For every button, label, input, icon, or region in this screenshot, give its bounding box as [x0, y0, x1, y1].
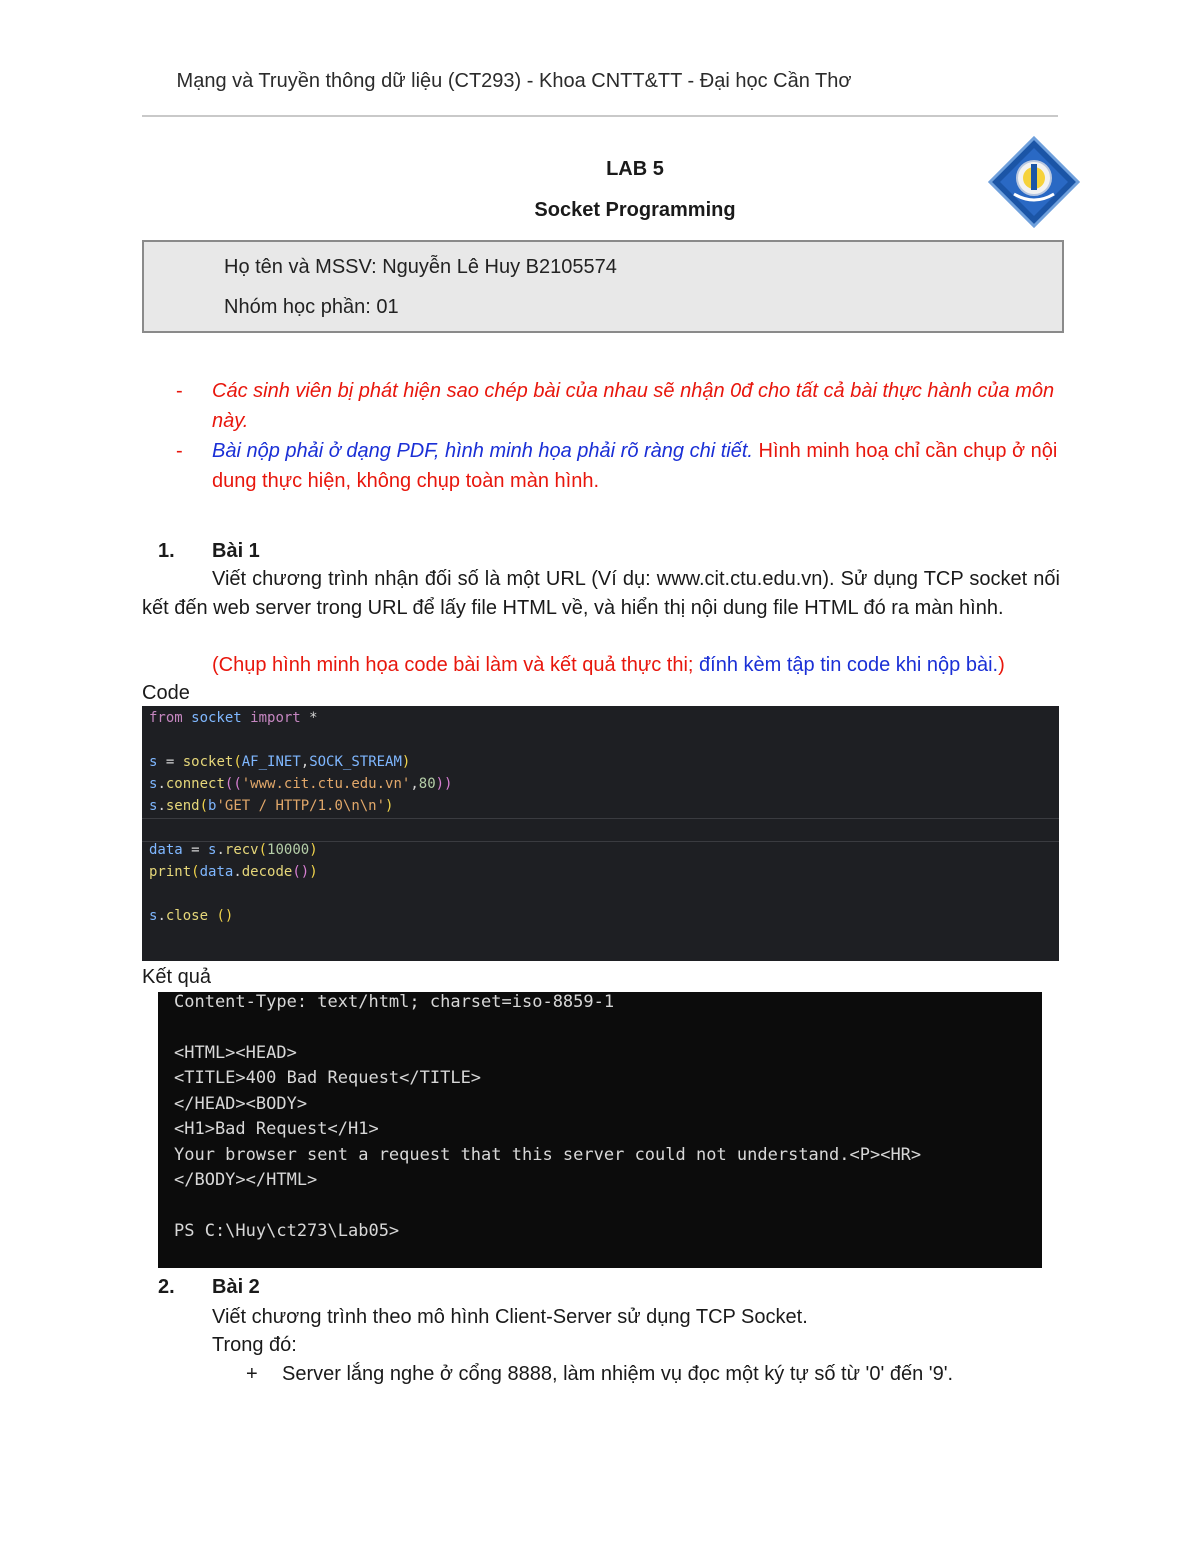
page-header: Mạng và Truyền thông dữ liệu (CT293) - Khoa CNTT&TT - Đại học Cần Thơ	[176, 70, 852, 92]
code-line-1: from socket import *	[149, 710, 318, 726]
section-2-heading	[158, 1276, 260, 1299]
result-label: Kết quả	[142, 966, 211, 988]
section-2-title: Bài 2	[212, 1276, 260, 1298]
section-2-number: 2.	[158, 1276, 175, 1298]
terminal-line: </HEAD><BODY>	[174, 1094, 308, 1114]
section-2-bullet-1: Server lắng nghe ở cổng 8888, làm nhiệm vụ đọc một ký tự số từ '0' đến '9'.	[282, 1363, 954, 1385]
instruction-close: )	[998, 654, 1005, 676]
instruction-attach: đính kèm tập tin code khi nộp bài.	[699, 654, 999, 676]
code-screenshot	[142, 706, 1059, 961]
section-2-description: Viết chương trình theo mô hình Client-Server sử dụng TCP Socket.	[212, 1306, 808, 1328]
note-plagiarism	[142, 376, 1064, 436]
note-dash: -	[176, 380, 183, 402]
student-info-box	[142, 240, 1064, 333]
terminal-line: Content-Type: text/html; charset=iso-8859-1	[174, 992, 615, 1012]
bullet-marker: +	[246, 1363, 258, 1385]
section-1-heading	[158, 540, 260, 563]
section-1-title: Bài 1	[212, 540, 260, 562]
section-1-description: Viết chương trình nhận đối số là một URL (Ví dụ: www.cit.ctu.edu.vn). Sử dụng TCP socket nối kết đến web server trong URL để lấy file HTML về, và hiển thị nội dung file HTML đó ra màn hình.	[142, 568, 1060, 619]
note-submission	[142, 436, 1064, 496]
code-line-3: s = socket(AF_INET,SOCK_STREAM)	[149, 754, 411, 770]
code-line-4: s.connect(('www.cit.ctu.edu.vn',80))	[149, 776, 453, 792]
code-line-5: s.send(b'GET / HTTP/1.0\n\n')	[149, 798, 394, 814]
code-line-7: data = s.recv(10000)	[149, 842, 318, 858]
instructions-notes	[142, 376, 1064, 496]
terminal-line: Your browser sent a request that this server could not understand.<P><HR>	[174, 1145, 922, 1165]
note-submission-format: Bài nộp phải ở dạng PDF, hình minh họa phải rõ ràng chi tiết.	[212, 440, 753, 462]
note-plagiarism-text: Các sinh viên bị phát hiện sao chép bài của nhau sẽ nhận 0đ cho tất cả bài thực hành của môn này.	[212, 380, 1055, 432]
code-label: Code	[142, 682, 190, 704]
section-1-number: 1.	[158, 540, 175, 562]
note-screenshot-guidance: Hình minh hoạ chỉ cần chụp ở nội dung thực hiện, không chụp toàn màn hình.	[212, 440, 1058, 492]
terminal-prompt: PS C:\Huy\ct273\Lab05>	[174, 1221, 400, 1241]
lab-subtitle: Socket Programming	[534, 199, 736, 221]
terminal-line: <HTML><HEAD>	[174, 1043, 297, 1063]
code-line-10: s.close ()	[149, 908, 234, 924]
student-name-id: Họ tên và MSSV: Nguyễn Lê Huy B2105574	[224, 256, 617, 278]
section-2-subheading: Trong đó:	[212, 1334, 297, 1356]
terminal-line: <H1>Bad Request</H1>	[174, 1119, 379, 1139]
university-logo-icon	[988, 136, 1080, 228]
instruction-screenshot: (Chụp hình minh họa code bài làm và kết quả thực thi;	[212, 654, 700, 676]
terminal-output	[158, 992, 1042, 1268]
lab-title: LAB 5	[606, 158, 664, 180]
note-dash: -	[176, 440, 183, 462]
terminal-line: </BODY></HTML>	[174, 1170, 318, 1190]
header-divider	[142, 115, 1058, 117]
course-group: Nhóm học phần: 01	[224, 296, 399, 318]
code-line-8: print(data.decode())	[149, 864, 318, 880]
terminal-line: <TITLE>400 Bad Request</TITLE>	[174, 1068, 482, 1088]
section-1-instruction	[142, 651, 1060, 680]
